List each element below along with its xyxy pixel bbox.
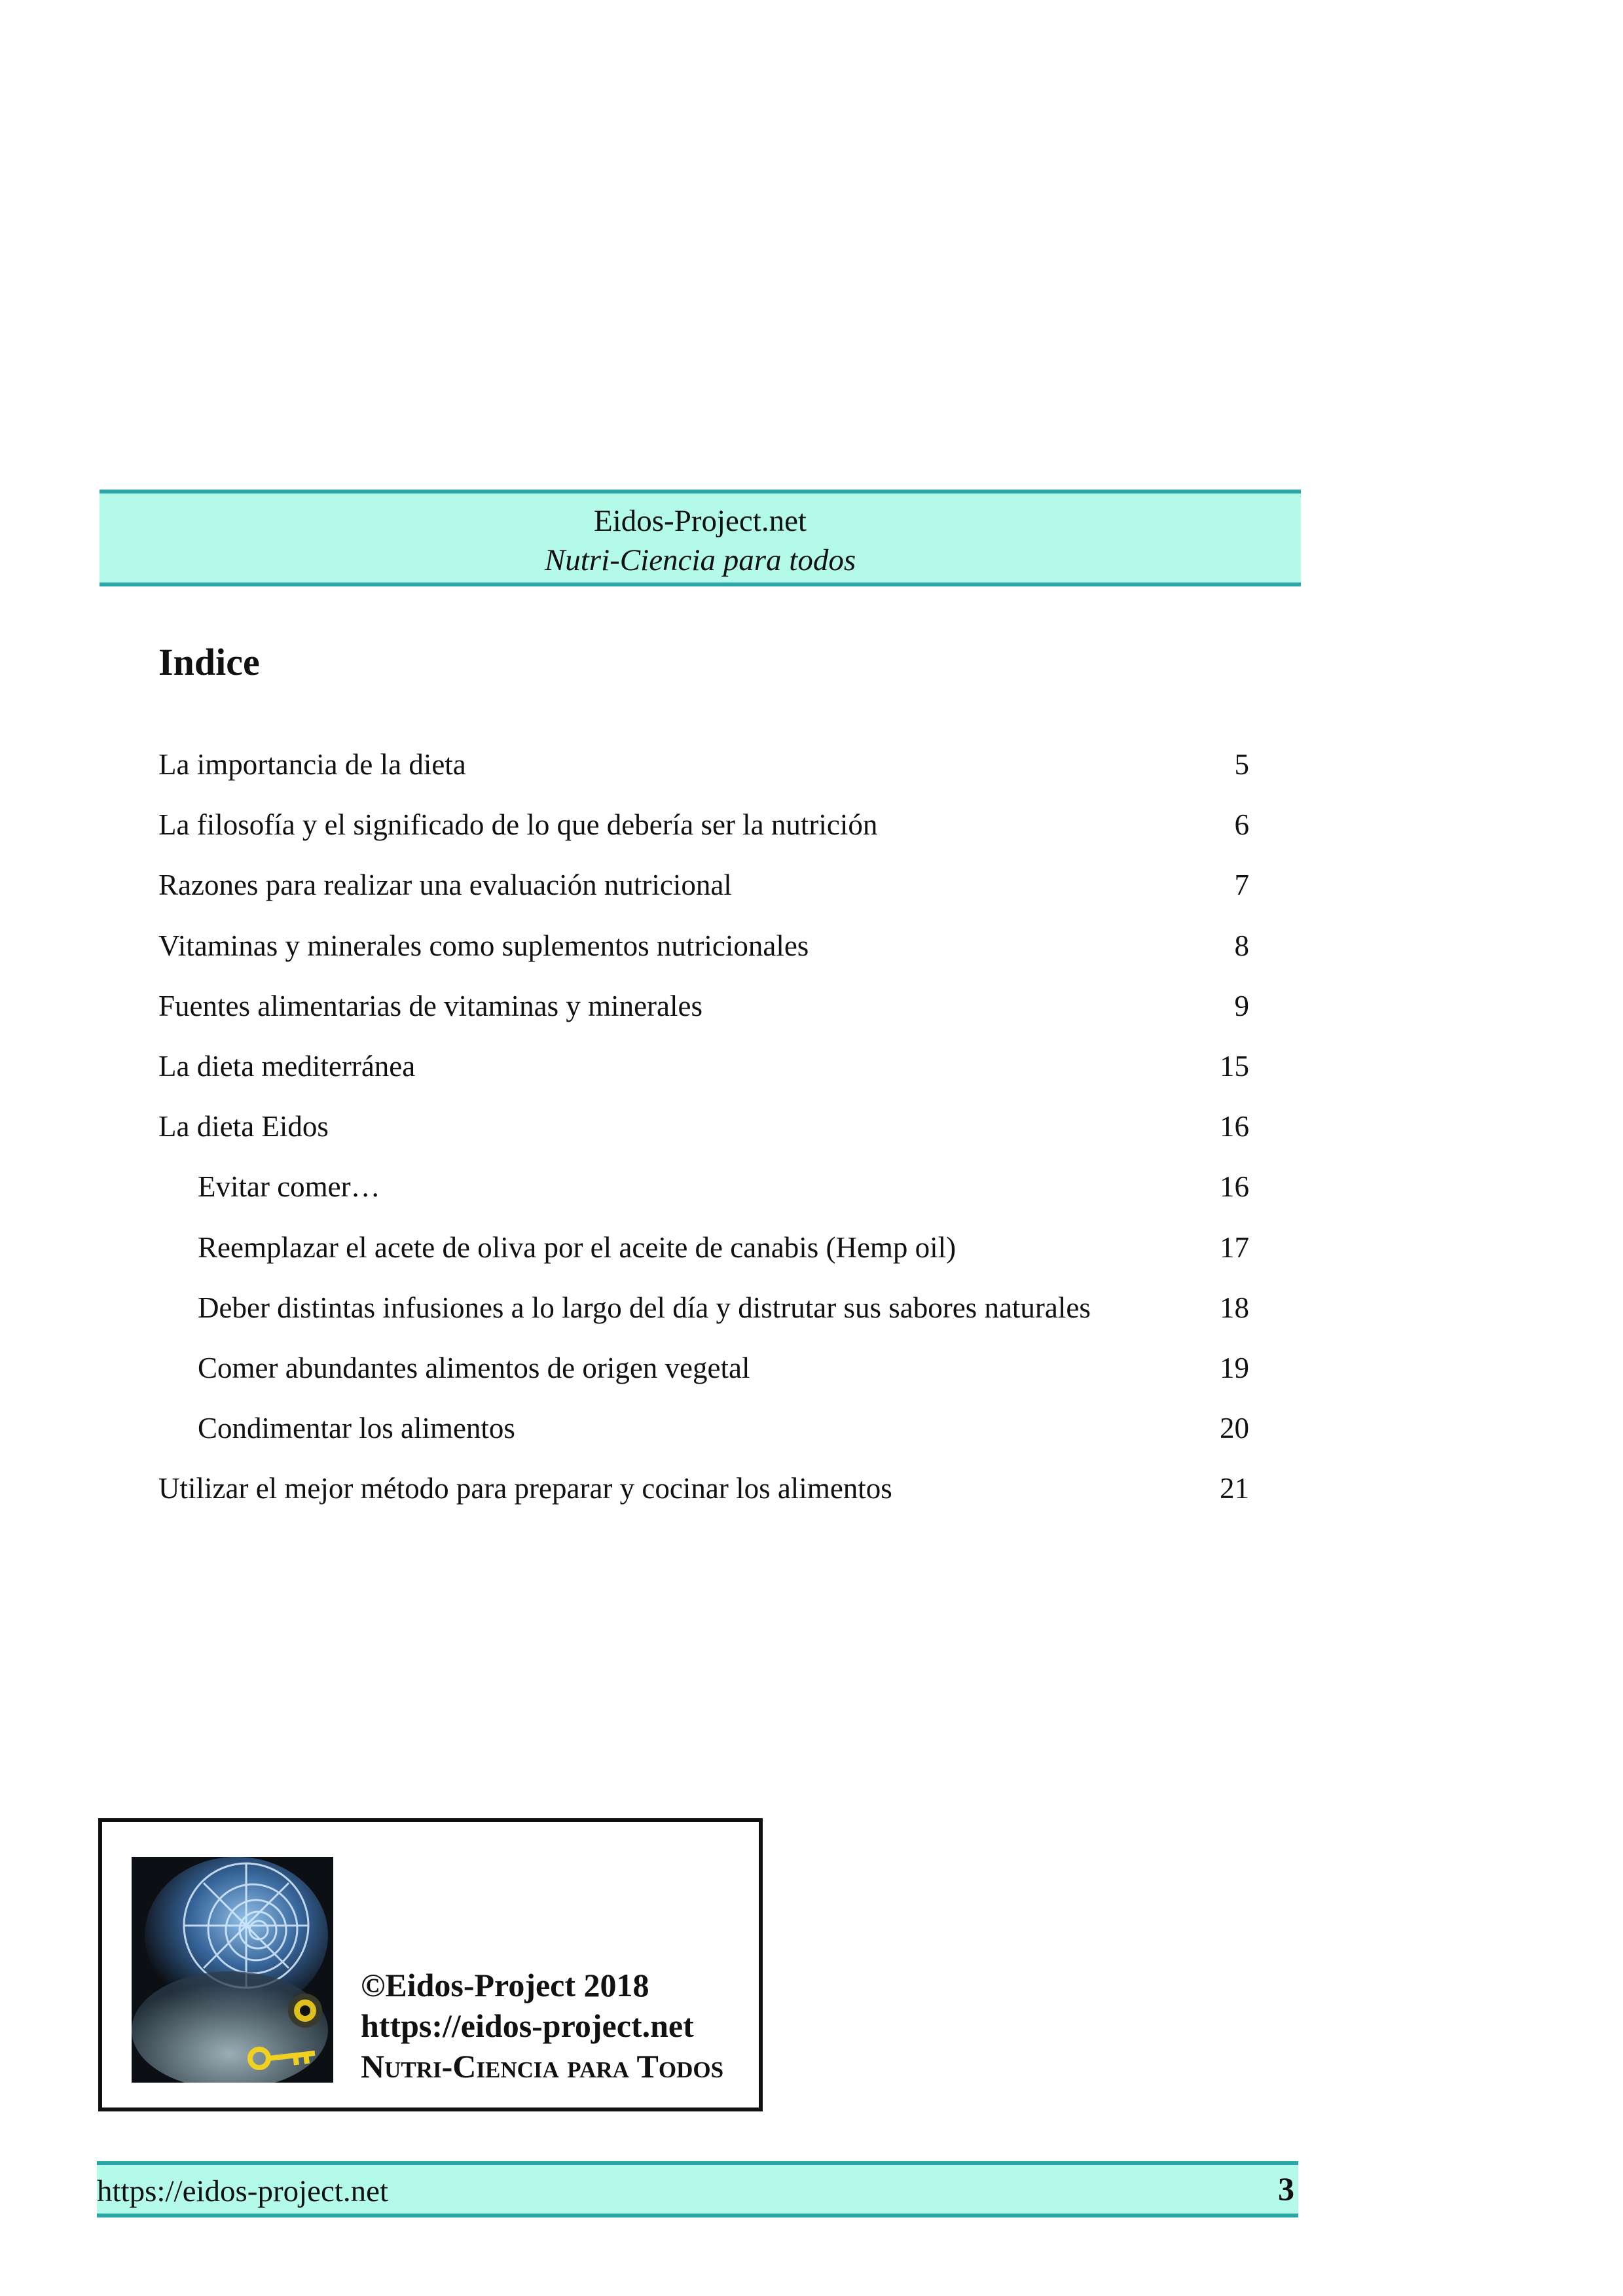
- toc-entry[interactable]: [158, 1288, 1249, 1348]
- toc-entry-page: 15: [1220, 1049, 1249, 1083]
- toc-entry[interactable]: [158, 745, 1249, 805]
- toc-entry-label: Reemplazar el acete de oliva por el aceite de canabis (Hemp oil): [198, 1230, 957, 1264]
- toc-entry-label: La filosofía y el significado de lo que debería ser la nutrición: [158, 808, 878, 842]
- toc-entry-label: Vitaminas y minerales como suplementos nutricionales: [158, 929, 809, 962]
- toc-entry[interactable]: [158, 1047, 1249, 1107]
- toc-entry-page: 20: [1220, 1412, 1249, 1445]
- toc-entry-label: Fuentes alimentarias de vitaminas y minerales: [158, 989, 703, 1022]
- toc-entry-page: 9: [1234, 989, 1249, 1022]
- nautilus-logo-icon: [132, 1857, 333, 2083]
- toc-entry-label: La importancia de la dieta: [158, 748, 466, 781]
- toc-entry[interactable]: [158, 1167, 1249, 1227]
- toc-entry[interactable]: [158, 1228, 1249, 1288]
- toc-entry-label: La dieta mediterránea: [158, 1049, 416, 1083]
- toc-entry-page: 21: [1220, 1472, 1249, 1505]
- toc-entry[interactable]: [158, 1408, 1249, 1469]
- toc-entry[interactable]: [158, 1469, 1249, 1529]
- credit-tagline: Nutri-Ciencia para Todos: [361, 2048, 724, 2085]
- toc-entry-page: 6: [1234, 808, 1249, 842]
- toc-entry-page: 19: [1220, 1351, 1249, 1384]
- toc-entry-label: Condimentar los alimentos: [198, 1412, 515, 1445]
- toc-entry[interactable]: [158, 805, 1249, 865]
- toc-entry-label: Deber distintas infusiones a lo largo del día y distrutar sus sabores naturales: [198, 1291, 1091, 1324]
- header-site-name: Eidos-Project.net: [593, 504, 807, 538]
- header-subtitle: Nutri-Ciencia para todos: [544, 543, 856, 577]
- header-band: [100, 490, 1301, 586]
- toc-entry-page: 16: [1220, 1170, 1249, 1204]
- copyright-line: ©Eidos-Project 2018: [361, 1967, 649, 2003]
- toc-entry[interactable]: [158, 865, 1249, 925]
- toc-entry-label: Comer abundantes alimentos de origen vegetal: [198, 1351, 750, 1384]
- credit-text: [361, 1965, 723, 2087]
- toc-entry[interactable]: [158, 1348, 1249, 1408]
- toc-entry-page: 8: [1234, 929, 1249, 962]
- toc-entry[interactable]: [158, 1107, 1249, 1167]
- toc-title: Indice: [158, 641, 260, 683]
- toc-entry-page: 18: [1220, 1291, 1249, 1324]
- footer-url[interactable]: https://eidos-project.net: [97, 2174, 389, 2208]
- toc-entry-label: Razones para realizar una evaluación nutricional: [158, 869, 732, 902]
- toc-entry-page: 7: [1234, 869, 1249, 902]
- table-of-contents: [158, 745, 1249, 1529]
- toc-entry-label: Evitar comer…: [198, 1170, 380, 1204]
- toc-entry-page: 5: [1234, 748, 1249, 781]
- toc-entry[interactable]: [158, 926, 1249, 986]
- credit-url[interactable]: https://eidos-project.net: [361, 2007, 694, 2044]
- footer-page-number: 3: [1278, 2170, 1294, 2207]
- toc-entry-label: La dieta Eidos: [158, 1110, 329, 1143]
- footer-band: [97, 2161, 1298, 2217]
- toc-entry-page: 17: [1220, 1230, 1249, 1264]
- toc-entry[interactable]: [158, 986, 1249, 1047]
- credit-box: [98, 1818, 763, 2111]
- toc-entry-page: 16: [1220, 1110, 1249, 1143]
- toc-entry-label: Utilizar el mejor método para preparar y cocinar los alimentos: [158, 1472, 892, 1505]
